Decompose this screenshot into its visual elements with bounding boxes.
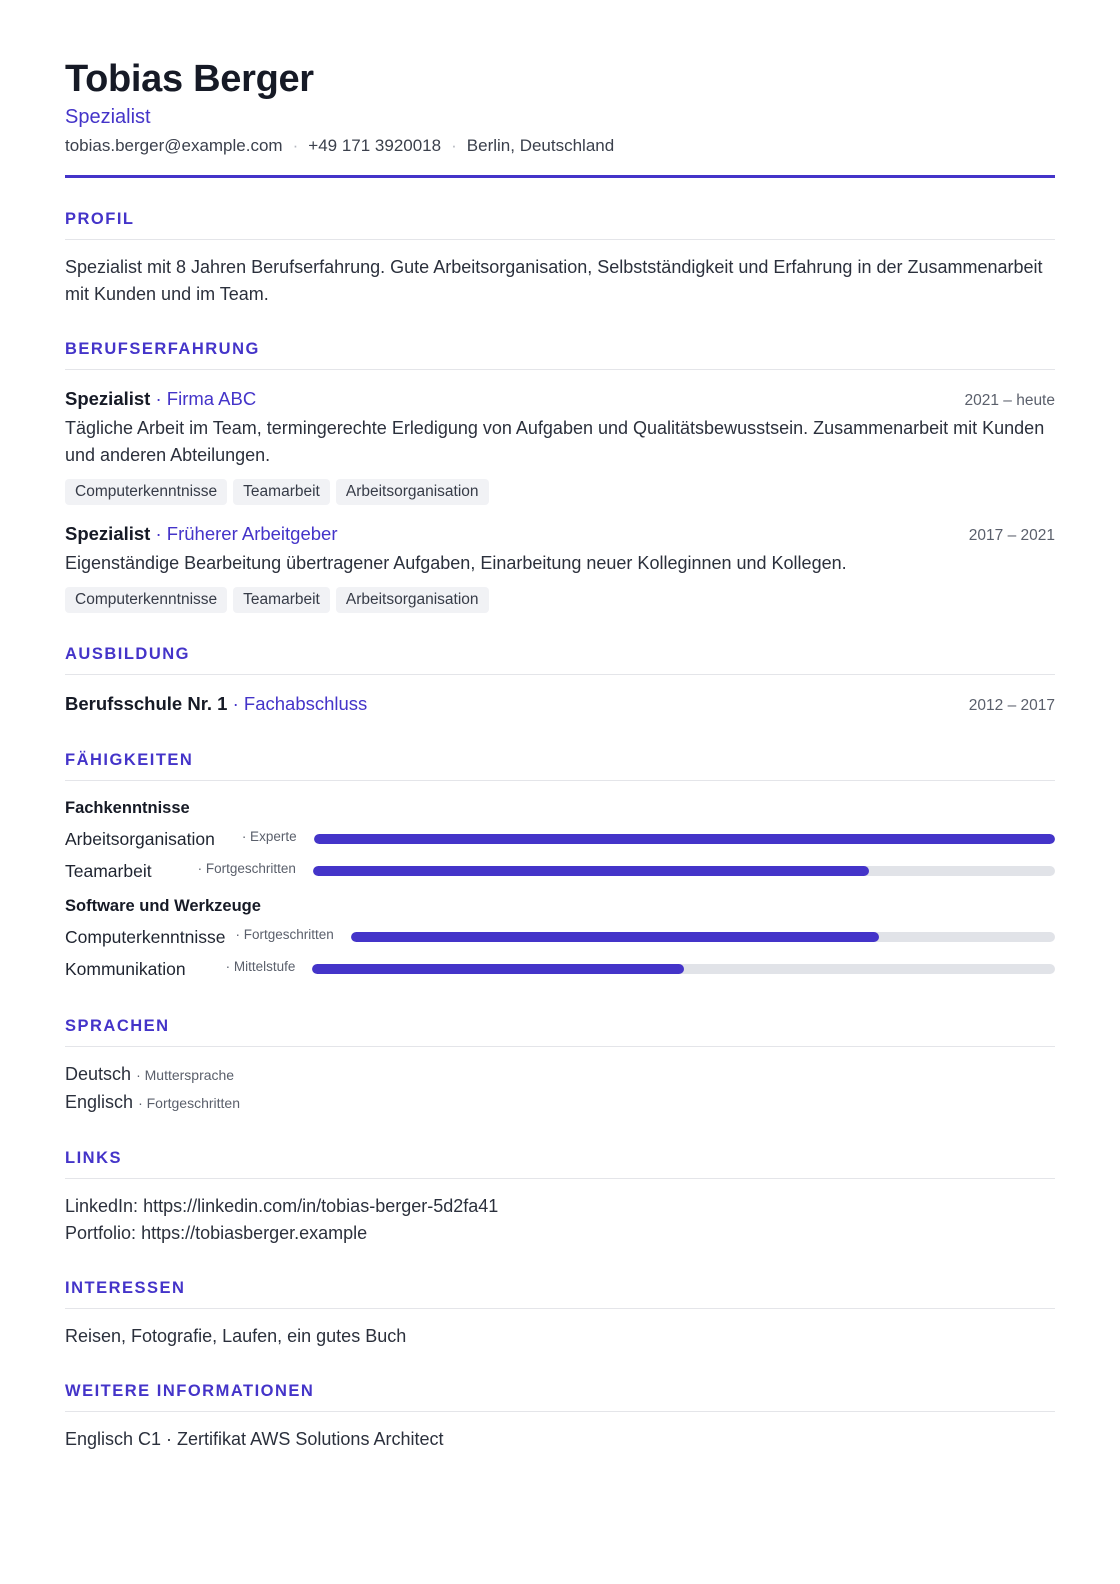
- job-company: Firma ABC: [166, 388, 257, 409]
- language-list: [65, 1061, 1055, 1117]
- section-languages: [65, 1015, 1055, 1117]
- language-item: [65, 1061, 1055, 1089]
- education-degree: Fachabschluss: [243, 693, 368, 714]
- language-name: Deutsch: [65, 1064, 132, 1084]
- skill-bar: [313, 866, 1055, 876]
- interests-text: Reisen, Fotografie, Laufen, ein gutes Buch: [65, 1326, 407, 1346]
- section-skills: [65, 749, 1055, 985]
- section-divider: [65, 1308, 1055, 1309]
- section-title: INTERESSEN: [65, 1279, 186, 1297]
- job-position: Spezialist: [65, 388, 151, 409]
- language-level: · Muttersprache: [136, 1067, 235, 1083]
- job-description: Eigenständige Bearbeitung übertragener Aufgaben, Einarbeitung neuer Kolleginnen und Kollegen.: [65, 553, 847, 573]
- skill-level: · Fortgeschritten: [197, 860, 296, 876]
- section-title: PROFIL: [65, 210, 135, 228]
- section-title: FÄHIGKEITEN: [65, 751, 194, 769]
- job-header: Spezialist · Firma ABC 2021 – heute: [65, 386, 1055, 414]
- skill-bar: [351, 932, 1055, 942]
- education-entry: Berufsschule Nr. 1 · Fachabschluss 2012 – 2017: [65, 691, 1055, 719]
- skill-level: · Fortgeschritten: [235, 926, 334, 942]
- job-position: Spezialist: [65, 523, 151, 544]
- skill-tag: Computerkenntnisse: [65, 587, 227, 613]
- education-dates: 2012 – 2017: [968, 697, 1055, 714]
- additional-text: Englisch C1 · Zertifikat AWS Solutions Architect: [65, 1429, 444, 1449]
- section-additional: [65, 1380, 1055, 1453]
- skill-bar-fill: [312, 964, 683, 974]
- link-label: Portfolio:: [65, 1223, 137, 1243]
- section-links: [65, 1147, 1055, 1247]
- skill-group: [65, 797, 1055, 887]
- section-experience: [65, 338, 1055, 613]
- skill-name: Teamarbeit: [65, 860, 152, 881]
- link-list: [65, 1193, 1055, 1247]
- language-name: Englisch: [65, 1092, 134, 1112]
- education-school: Berufsschule Nr. 1: [65, 693, 228, 714]
- section-profile: [65, 208, 1055, 308]
- contact-location: Berlin, Deutschland: [466, 136, 615, 155]
- linkedin-link[interactable]: https://linkedin.com/in/tobias-berger-5d2fa41: [143, 1196, 499, 1216]
- link-item: [65, 1193, 1055, 1220]
- portfolio-link[interactable]: https://tobiasberger.example: [141, 1223, 368, 1243]
- skill-group-title: Fachkenntnisse: [65, 799, 190, 817]
- resume-header: [65, 56, 1055, 178]
- skill-level: · Experte: [241, 828, 297, 844]
- link-item: [65, 1220, 1055, 1247]
- skill-row: [65, 855, 1055, 887]
- skill-name: Arbeitsorganisation: [65, 828, 215, 849]
- job-entry: [65, 386, 1055, 505]
- section-divider: [65, 1046, 1055, 1047]
- header-divider: [65, 175, 1055, 178]
- job-entry: [65, 521, 1055, 613]
- skill-row: [65, 823, 1055, 855]
- job-dates: 2021 – heute: [964, 392, 1055, 409]
- language-level: · Fortgeschritten: [138, 1095, 240, 1111]
- skill-bar: [314, 834, 1055, 844]
- section-title: WEITERE INFORMATIONEN: [65, 1382, 315, 1400]
- section-education: [65, 643, 1055, 719]
- contact-line: [65, 134, 1055, 158]
- skill-bar-fill: [314, 834, 1055, 844]
- skill-group-title: Software und Werkzeuge: [65, 897, 261, 915]
- skill-name: Computerkenntnisse: [65, 926, 226, 947]
- job-company: Früherer Arbeitgeber: [166, 523, 338, 544]
- candidate-name: Tobias Berger: [65, 58, 314, 100]
- job-description: Tägliche Arbeit im Team, termingerechte Erledigung von Aufgaben und Qualitätsbewusstsein. Zusammenarbeit mit Kunden und anderen Abteilungen.: [65, 418, 1045, 465]
- contact-phone[interactable]: +49 171 3920018: [308, 136, 442, 155]
- skill-bar: [312, 964, 1055, 974]
- section-divider: [65, 1178, 1055, 1179]
- language-item: [65, 1089, 1055, 1117]
- candidate-role: Spezialist: [65, 106, 151, 128]
- job-dates: 2017 – 2021: [968, 527, 1055, 544]
- contact-email[interactable]: tobias.berger@example.com: [65, 136, 283, 155]
- job-tags: [65, 479, 1055, 505]
- section-divider: [65, 239, 1055, 240]
- section-interests: [65, 1277, 1055, 1350]
- section-title: SPRACHEN: [65, 1017, 170, 1035]
- skill-tag: Teamarbeit: [233, 479, 330, 505]
- link-label: LinkedIn:: [65, 1196, 139, 1216]
- section-divider: [65, 780, 1055, 781]
- skill-tag: Arbeitsorganisation: [336, 479, 489, 505]
- skill-name: Kommunikation: [65, 958, 186, 979]
- section-divider: [65, 1411, 1055, 1412]
- job-header: Spezialist · Früherer Arbeitgeber 2017 – 2021: [65, 521, 1055, 549]
- skill-tag: Teamarbeit: [233, 587, 330, 613]
- skill-row: [65, 921, 1055, 953]
- section-divider: [65, 674, 1055, 675]
- section-title: BERUFSERFAHRUNG: [65, 340, 260, 358]
- section-title: AUSBILDUNG: [65, 645, 190, 663]
- skill-tag: Computerkenntnisse: [65, 479, 227, 505]
- skill-tag: Arbeitsorganisation: [336, 587, 489, 613]
- skill-bar-fill: [313, 866, 870, 876]
- job-tags: [65, 587, 1055, 613]
- skill-level: · Mittelstufe: [225, 958, 296, 974]
- contact-separator: ·: [451, 136, 457, 155]
- skill-bar-fill: [351, 932, 879, 942]
- skill-group: [65, 895, 1055, 985]
- profile-text: Spezialist mit 8 Jahren Berufserfahrung. Gute Arbeitsorganisation, Selbstständigkeit und Erfahrung in der Zusammenarbeit mit Kunden und im Team.: [65, 257, 1043, 304]
- contact-separator: ·: [292, 136, 299, 155]
- section-title: LINKS: [65, 1149, 122, 1167]
- skill-row: [65, 953, 1055, 985]
- section-divider: [65, 369, 1055, 370]
